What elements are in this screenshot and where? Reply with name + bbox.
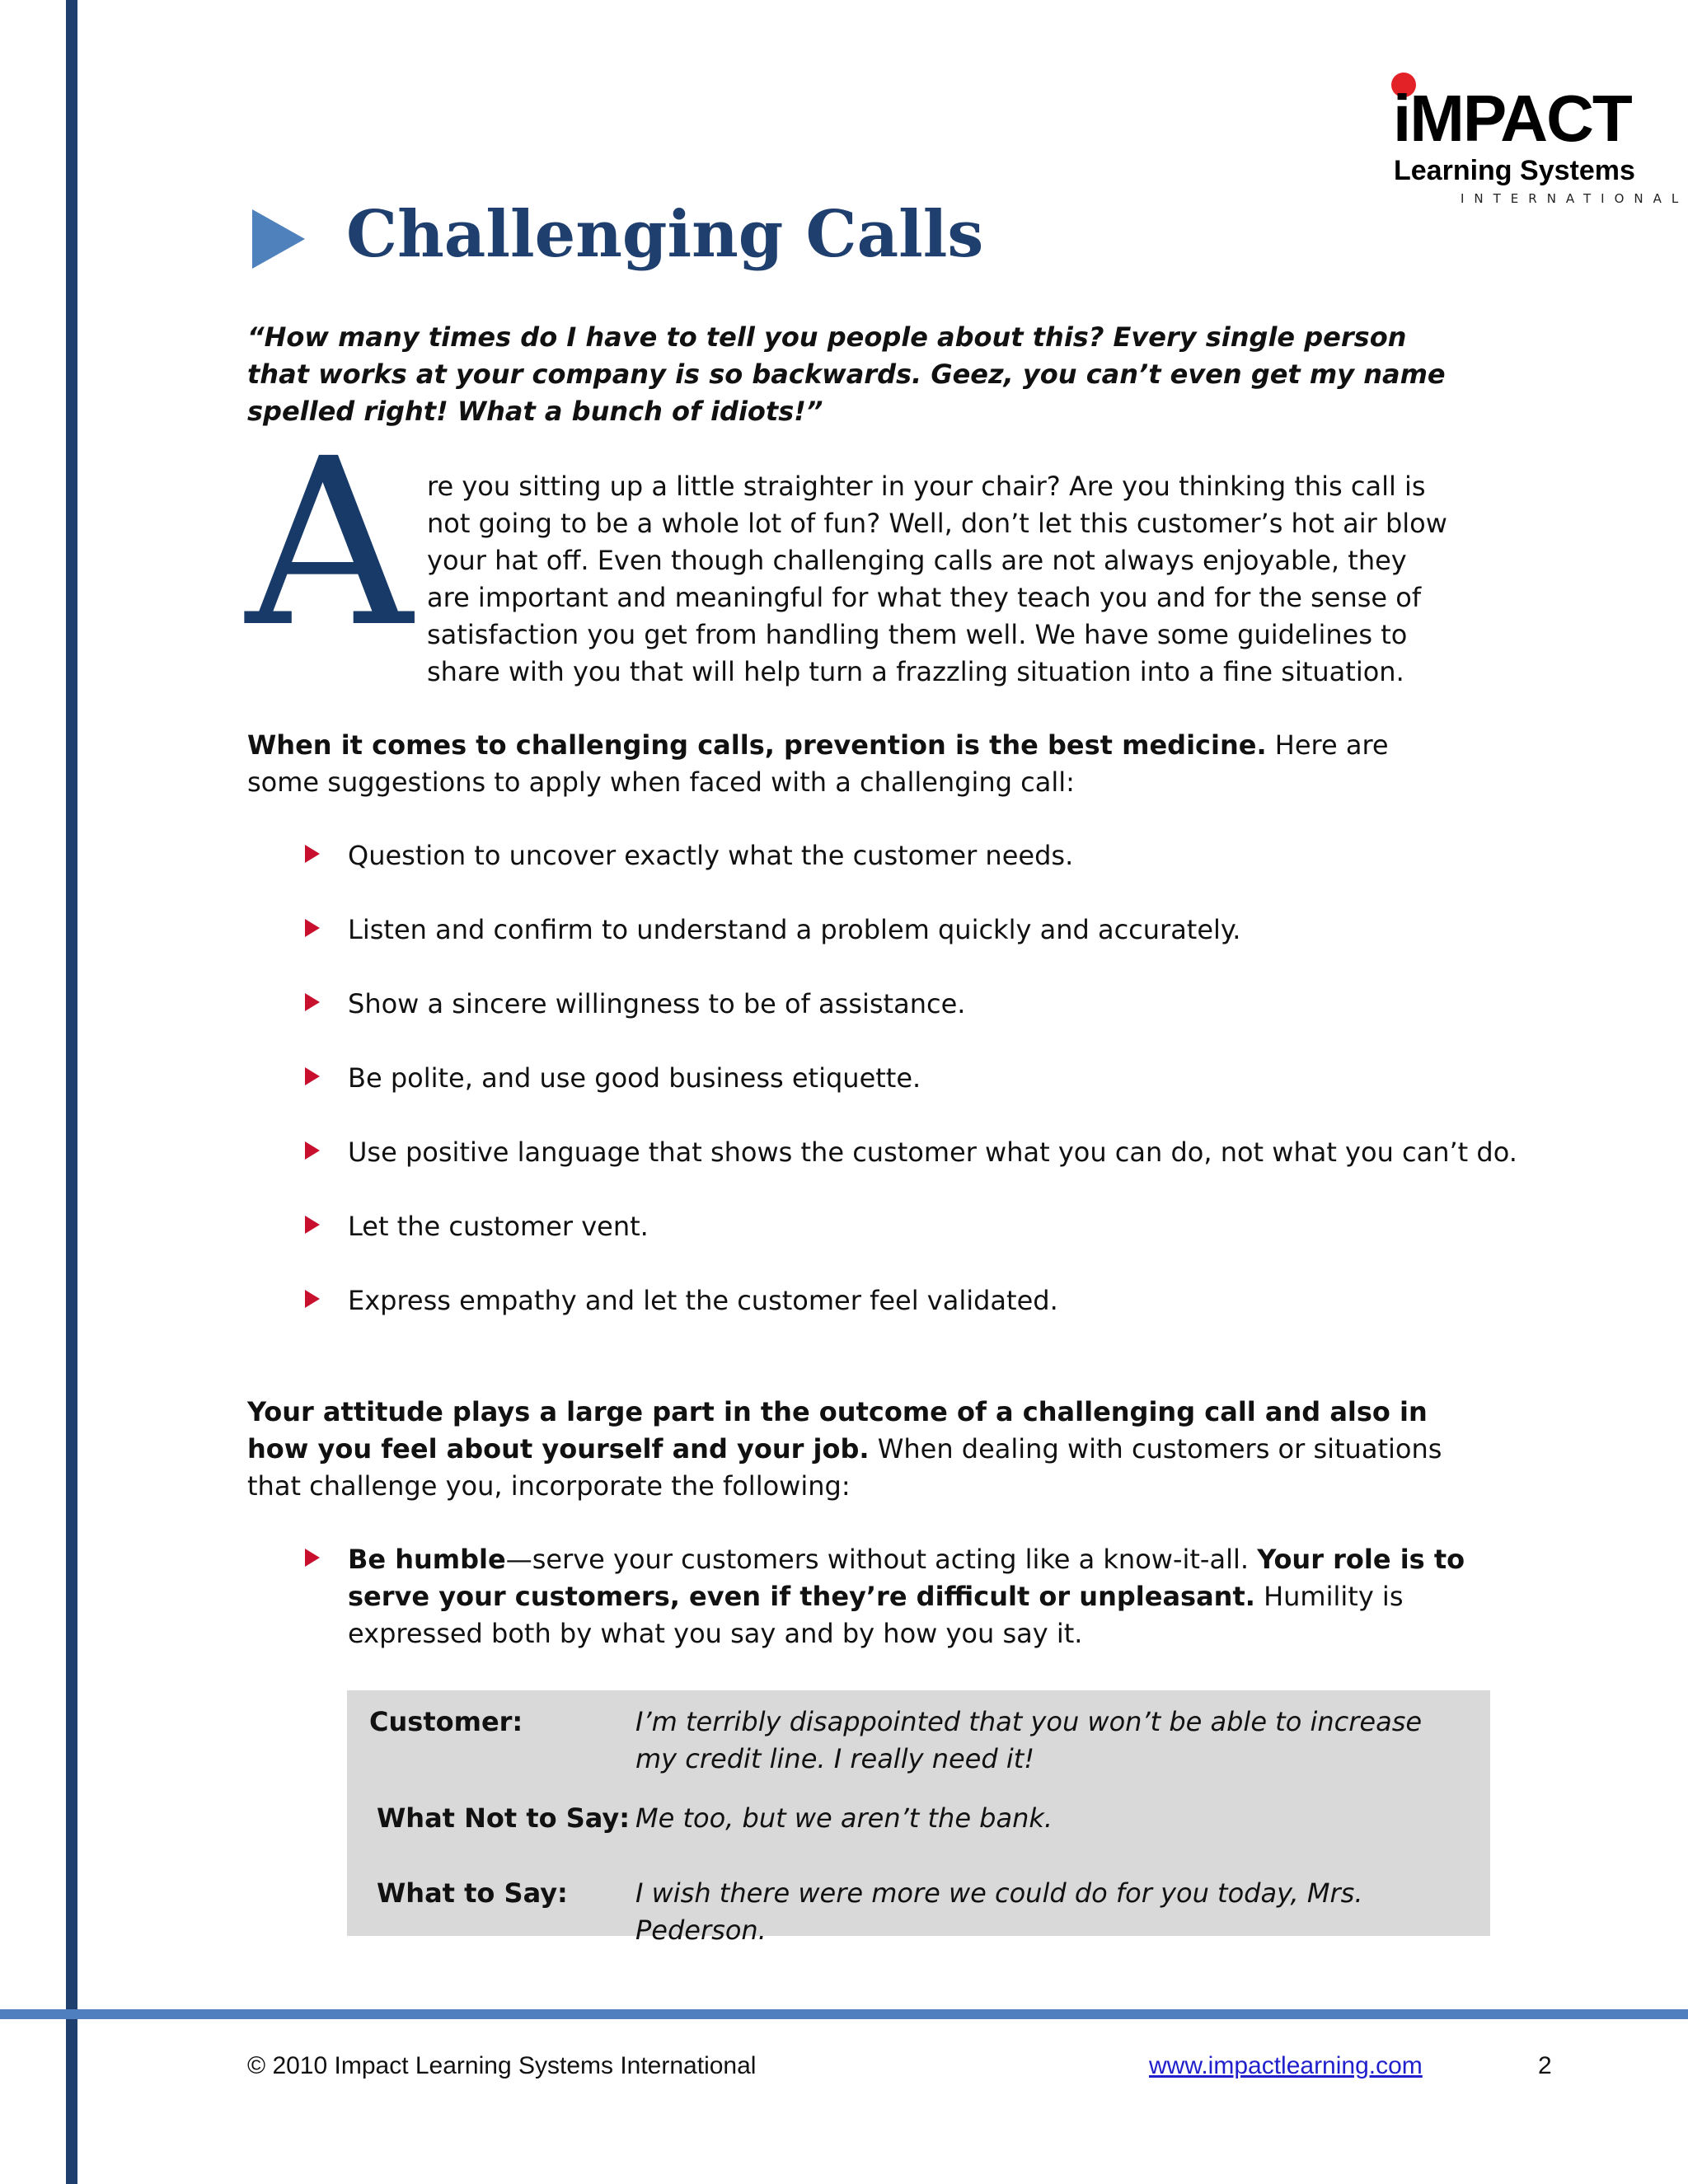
logo-international: INTERNATIONAL <box>1461 191 1688 206</box>
bullet-triangle-icon <box>305 1549 320 1567</box>
list-item-text: Be polite, and use good business etiquette. <box>348 1062 921 1094</box>
page-number: 2 <box>1538 2052 1552 2079</box>
page-title: Challenging Calls <box>346 197 984 272</box>
list-item <box>297 1060 1484 1097</box>
list-item-text: Let the customer vent. <box>348 1211 649 1242</box>
customer-text: I’m terribly disappointed that you won’t be able to increase my credit line. I really need it! <box>635 1706 1423 1774</box>
bullet-triangle-icon <box>305 1290 320 1308</box>
list-item <box>297 912 1484 949</box>
what-to-say-label: What to Say: <box>377 1877 568 1909</box>
customer-label: Customer: <box>369 1706 523 1737</box>
left-margin-rule <box>66 0 77 2184</box>
what-not-to-say-label: What Not to Say: <box>377 1802 631 1834</box>
prevention-bold: When it comes to challenging calls, prevention is the best medicine. <box>247 729 1267 761</box>
bullet-triangle-icon <box>305 1216 320 1234</box>
what-to-say-text: I wish there were more we could do for you today, Mrs. Pederson. <box>635 1877 1363 1946</box>
prevention-rest: Here are some suggestions to apply when faced with a challenging call: <box>247 729 1389 798</box>
list-item-text: Listen and confirm to understand a problem quickly and accurately. <box>348 914 1241 945</box>
bullet-triangle-icon <box>305 1141 320 1160</box>
list-item <box>297 837 1484 874</box>
be-humble-item <box>297 1541 1502 1652</box>
attitude-rest: When dealing with customers or situations that challenge you, incorporate the following: <box>247 1433 1442 1502</box>
example-dialog-box <box>347 1690 1490 1946</box>
humble-text-2: Humility is expressed both by what you say and by how you say it. <box>348 1581 1404 1649</box>
drop-cap: A <box>246 410 413 678</box>
title-arrow-icon <box>252 209 305 269</box>
list-item <box>297 1134 1517 1171</box>
humble-heading: Be humble <box>348 1544 506 1575</box>
humble-emphasis: Your role is to serve your customers, even if they’re difficult or unpleasant. <box>348 1544 1465 1612</box>
list-item-text: Question to uncover exactly what the customer needs. <box>348 840 1074 871</box>
attitude-bold: Your attitude plays a large part in the outcome of a challenging call and also in how you feel about yourself and your job. <box>247 1396 1428 1465</box>
bullet-triangle-icon <box>305 993 320 1011</box>
logo-word: iMPACT <box>1393 82 1631 155</box>
footer-rule <box>0 2009 1688 2019</box>
customer-quote: “How many times do I have to tell you people about this? Every single person that works at your company is so backwards. Geez, you can’t even get my name spelled right! What a bunch of idiots!” <box>247 321 1446 427</box>
logo-subtitle: Learning Systems <box>1394 155 1635 186</box>
footer-website-link[interactable]: www.impactlearning.com <box>1149 2052 1423 2079</box>
prevention-paragraph <box>247 727 1451 801</box>
footer-copyright: © 2010 Impact Learning Systems International <box>247 2052 757 2079</box>
list-item-text: Use positive language that shows the customer what you can do, not what you can’t do. <box>348 1137 1517 1168</box>
bullet-triangle-icon <box>305 919 320 937</box>
list-item <box>297 986 1484 1023</box>
humble-text-1: —serve your customers without acting like a know-it-all. <box>505 1544 1258 1575</box>
list-item <box>297 1282 1484 1319</box>
bullet-triangle-icon <box>305 1067 320 1085</box>
list-item-text: Express empathy and let the customer feel validated. <box>348 1285 1058 1316</box>
impact-logo <box>1385 71 1688 211</box>
list-item <box>297 1208 1484 1245</box>
bullet-triangle-icon <box>305 845 320 863</box>
list-item-text: Show a sincere willingness to be of assistance. <box>348 988 966 1019</box>
what-not-to-say-text: Me too, but we aren’t the bank. <box>635 1802 1053 1834</box>
suggestions-list <box>297 837 1517 1357</box>
attitude-paragraph <box>247 1394 1459 1505</box>
intro-paragraph: re you sitting up a little straighter in your chair? Are you thinking this call is not going to be a whole lot of fun? Well, don’t let this customer’s hot air blow your hat off. Even though challenging calls are not always enjoyable, they are important and meaningful for what they teach you and for the sense of satisfaction you get from handling them well. We have some guidelines to share with you that will help turn a frazzling situation into a fine situation. <box>427 471 1447 687</box>
